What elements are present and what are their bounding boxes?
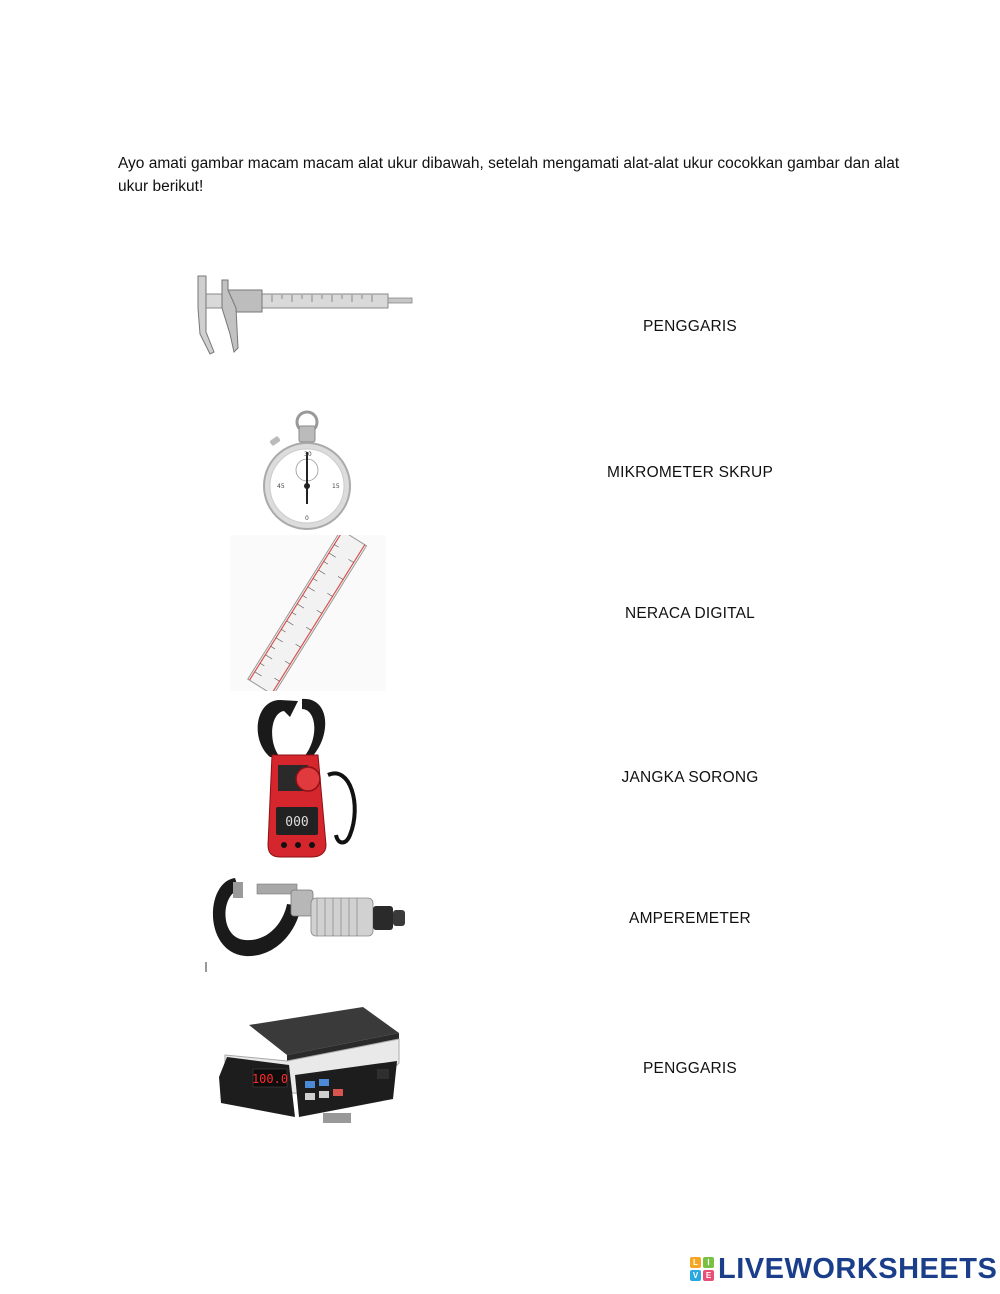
answer-label-2[interactable]: MIKROMETER SKRUP bbox=[607, 464, 773, 481]
clamp-display-reading: 000 bbox=[285, 815, 309, 830]
answer-label-3[interactable]: NERACA DIGITAL bbox=[625, 605, 755, 622]
svg-text:30: 30 bbox=[304, 451, 312, 458]
vernier-caliper-icon bbox=[192, 272, 414, 358]
logo-letter-e: E bbox=[703, 1270, 714, 1281]
micrometer-icon bbox=[205, 862, 413, 972]
instructions-text: Ayo amati gambar macam macam alat ukur dibawah, setelah mengamati alat-alat ukur cocokkan gambar dan alat ukur berikut! bbox=[118, 155, 900, 195]
answer-label-6[interactable]: PENGGARIS bbox=[643, 1060, 737, 1077]
stopwatch-icon bbox=[262, 408, 352, 532]
liveworksheets-logo-icon bbox=[690, 1257, 714, 1281]
logo-letter-l: L bbox=[690, 1257, 701, 1268]
answer-label-5[interactable]: AMPEREMETER bbox=[629, 910, 751, 927]
ruler-icon bbox=[230, 535, 386, 691]
svg-text:45: 45 bbox=[277, 483, 285, 490]
liveworksheets-logo bbox=[690, 1252, 997, 1286]
svg-text:15: 15 bbox=[332, 483, 340, 490]
digital-scale-icon bbox=[213, 1003, 403, 1133]
liveworksheets-logo-text: LIVEWORKSHEETS bbox=[718, 1252, 998, 1285]
logo-letter-i: I bbox=[703, 1257, 714, 1268]
answer-label-1[interactable]: PENGGARIS bbox=[643, 318, 737, 335]
scale-display-reading: 100.0 bbox=[251, 1072, 289, 1086]
svg-text:0: 0 bbox=[305, 515, 309, 522]
clamp-meter-icon bbox=[250, 695, 365, 860]
logo-letter-v: V bbox=[690, 1270, 701, 1281]
answer-label-4[interactable]: JANGKA SORONG bbox=[621, 769, 759, 786]
